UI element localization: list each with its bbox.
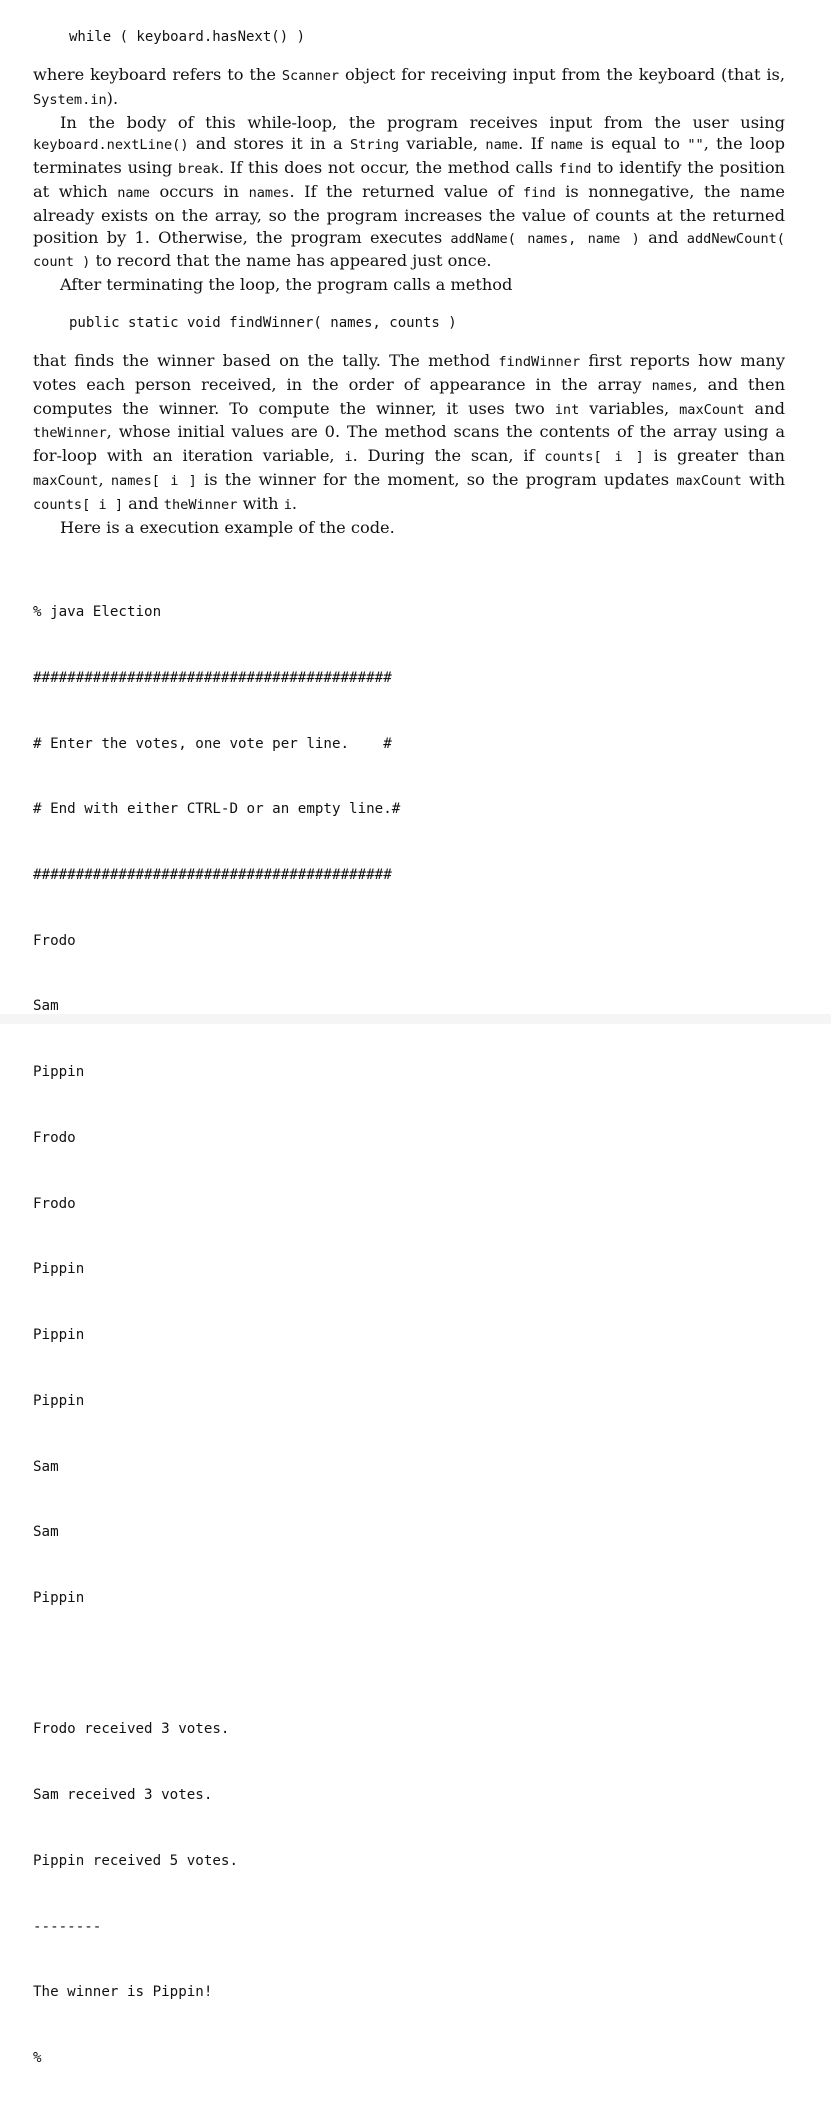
terminal-command: % java Election: [33, 604, 162, 621]
terminal-separator: --------: [33, 1918, 102, 1935]
code-findwinner-signature: public static void findWinner( names, counts ): [69, 314, 457, 331]
terminal-vote-line: Pippin: [33, 1589, 85, 1606]
paragraph-keyboard: where keyboard refers to the Scanner object for receiving input from the keyboard (that is, System.in).: [33, 65, 785, 108]
terminal-banner-line: # Enter the votes, one vote per line. #: [33, 735, 392, 752]
terminal-prompt: %: [33, 2049, 42, 2066]
code-while-loop: while ( keyboard.hasNext() ): [69, 29, 306, 45]
paragraph-after-loop: After terminating the loop, the program calls a method: [60, 275, 513, 295]
paragraph-example-intro: Here is a execution example of the code.: [60, 517, 395, 537]
terminal-vote-line: Pippin: [33, 1064, 85, 1081]
terminal-banner-line: # End with either CTRL-D or an empty line.#: [33, 801, 401, 818]
page-bottom-edge: [0, 1014, 831, 1024]
paragraph-loop-body: In the body of this while-loop, the program receives input from the user using keyboard.nextLine() and stores it in a String variable, name. If name is equal to "", the loop terminates using break. If this does not occur, the method calls find to identify the position at which name occurs in names. If the returned value of find is nonnegative, the name already exists on the array, so the program increases the value of counts at the returned position by 1. Otherwise, the program executes addName( names, name ) and addNewCount( count ) to record that the name has appeared just once.: [33, 112, 786, 271]
terminal-result-line: Frodo received 3 votes.: [33, 1721, 230, 1738]
terminal-result-line: Sam received 3 votes.: [33, 1787, 213, 1804]
paragraph-findwinner: that finds the winner based on the tally. The method findWinner first reports how many votes each person received, in the order of appearance in the array names, and then computes the winner. To compute the winner, it uses two int variables, maxCount and theWinner, whose initial values are 0. The method scans the contents of the array using a for-loop with an iteration variable, i. During the scan, if counts[ i ] is greater than maxCount, names[ i ] is the winner for the moment, so the program updates maxCount with counts[ i ] and theWinner with i.: [33, 350, 786, 513]
terminal-output: [33, 558, 785, 2113]
terminal-vote-line: Frodo: [33, 932, 76, 949]
terminal-banner-top: ##########################################: [33, 669, 392, 686]
terminal-vote-line: Sam: [33, 1524, 59, 1541]
terminal-winner-line: The winner is Pippin!: [33, 1984, 213, 2001]
terminal-blank-line: [33, 1654, 785, 1676]
terminal-vote-line: Pippin: [33, 1327, 85, 1344]
document-page: [33, 26, 785, 2114]
terminal-vote-line: Sam: [33, 1458, 59, 1475]
terminal-vote-line: Pippin: [33, 1392, 85, 1409]
terminal-vote-line: Pippin: [33, 1261, 85, 1278]
terminal-vote-line: Frodo: [33, 1195, 76, 1212]
terminal-vote-line: Frodo: [33, 1129, 76, 1146]
terminal-vote-line: Sam: [33, 998, 59, 1015]
terminal-banner-bottom: ##########################################: [33, 867, 392, 884]
terminal-result-line: Pippin received 5 votes.: [33, 1852, 238, 1869]
